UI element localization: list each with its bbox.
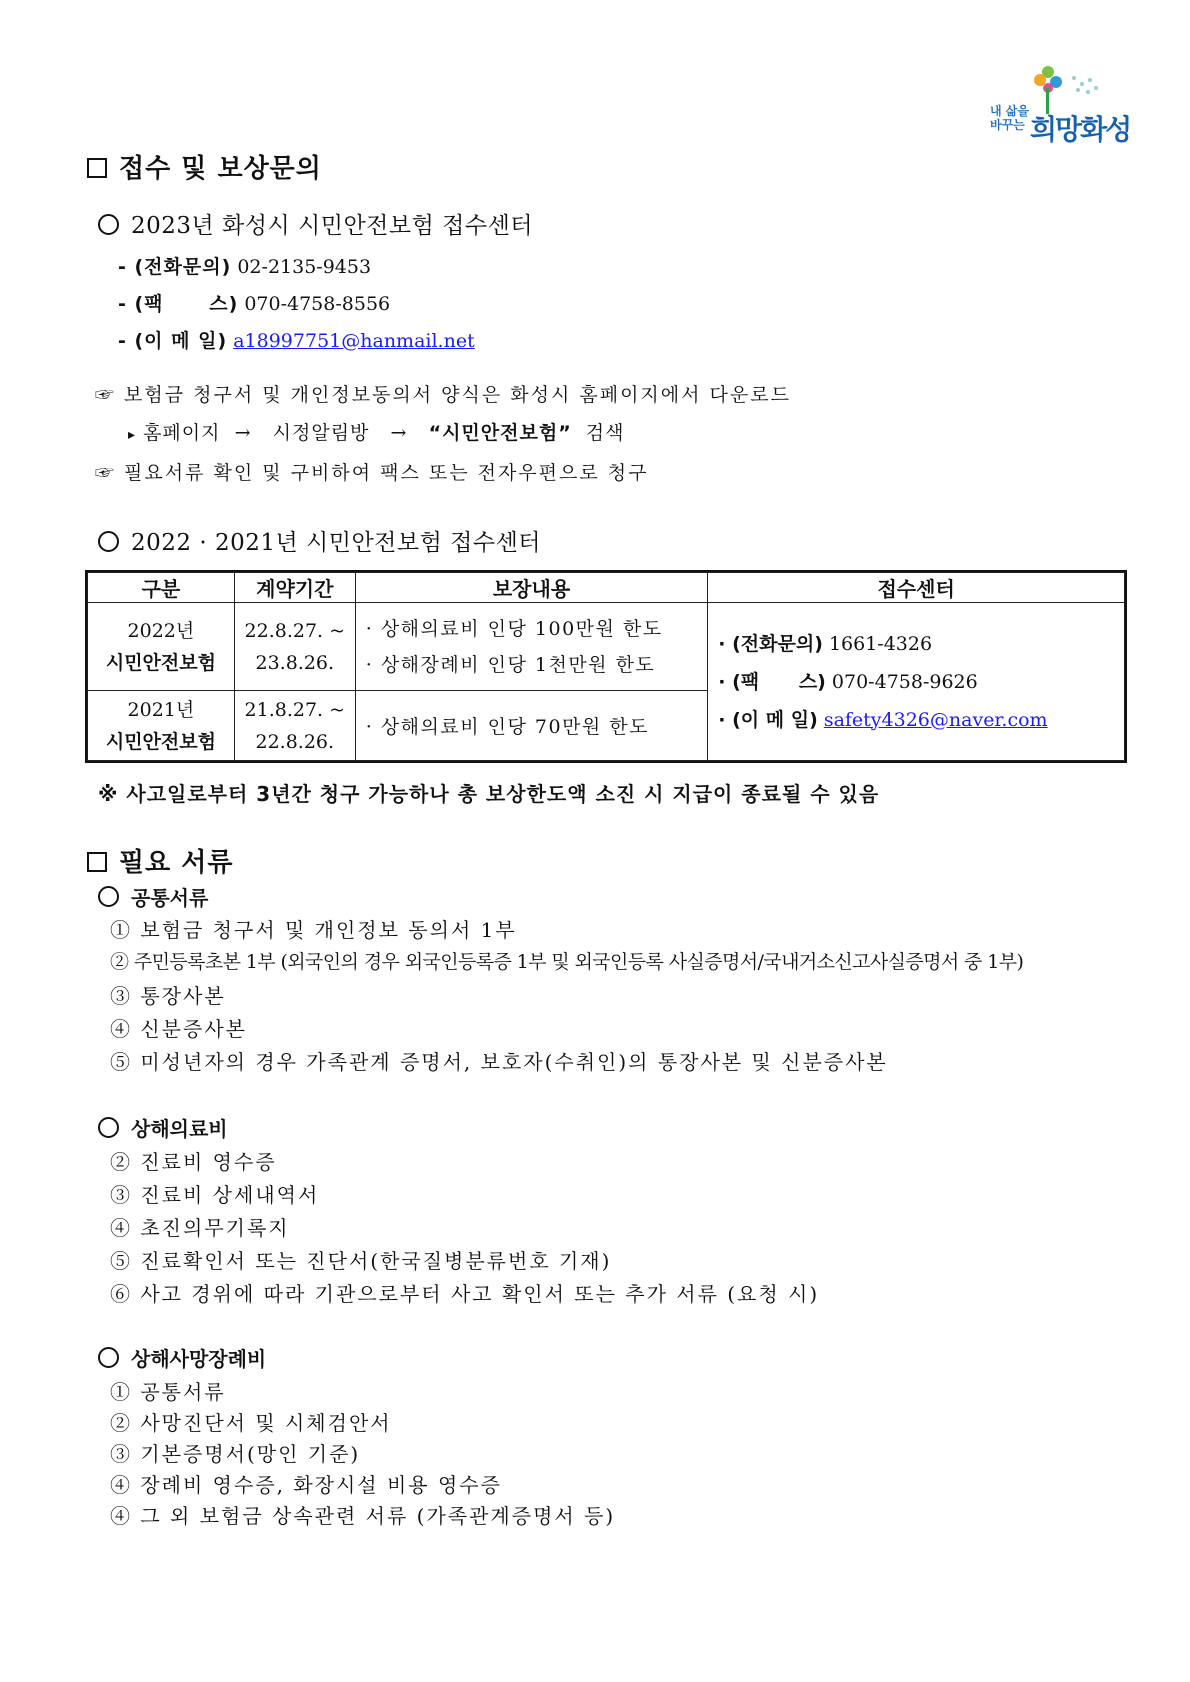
list-item: ③ 기본증명서(망인 기준) xyxy=(110,1442,361,1466)
subsection-title-2023-text: 2023년 화성시 시민안전보험 접수센터 xyxy=(131,213,534,239)
center-fax-value: 070-4758-9626 xyxy=(831,670,978,693)
row1-period-start: 22.8.27. ~ xyxy=(244,619,346,642)
center-fax-label: · (팩 스) xyxy=(718,670,826,693)
table-cell-period xyxy=(234,603,355,691)
list-item: ② 주민등록초본 1부 (외국인의 경우 외국인등록증 1부 및 외국인등록 사실증명서/국내거소신고사실증명서 중 1부) xyxy=(110,951,1024,973)
circle-bullet-icon xyxy=(98,214,119,235)
section-title-contact xyxy=(87,148,322,185)
circle-bullet-icon xyxy=(98,886,119,907)
row2-name-title: 시민안전보험 xyxy=(105,730,216,753)
checkbox-square-icon xyxy=(87,852,107,872)
section-title-documents xyxy=(87,842,234,879)
contact-email-2023 xyxy=(118,326,475,353)
circle-bullet-icon xyxy=(98,1347,119,1368)
row1-name-year: 2022년 xyxy=(127,619,195,642)
path-sep-2: → xyxy=(390,422,408,444)
path-board: 시정알림방 xyxy=(272,422,370,444)
circle-bullet-icon xyxy=(98,531,119,552)
row1-name-title: 시민안전보험 xyxy=(105,651,216,674)
contact-phone-2023 xyxy=(118,252,371,279)
circle-bullet-icon xyxy=(98,1117,119,1138)
table-header-coverage: 보장내용 xyxy=(355,573,708,603)
row1-period-end: 23.8.26. xyxy=(255,651,335,674)
row2-coverage-medical: · 상해의료비 인당 70만원 한도 xyxy=(365,716,650,738)
notice-claim: ☞ 필요서류 확인 및 구비하여 팩스 또는 전자우편으로 청구 xyxy=(95,462,649,484)
contact-fax-2023 xyxy=(118,289,390,316)
list-item: ② 사망진단서 및 시체검안서 xyxy=(110,1411,392,1435)
logo-small-line-2: 바꾸는 xyxy=(990,118,1025,132)
path-keyword: “시민안전보험” xyxy=(428,422,572,444)
list-item: ⑤ 미성년자의 경우 가족관계 증명서, 보호자(수취인)의 통장사본 및 신분증사본 xyxy=(110,1050,888,1074)
list-item: ④ 장례비 영수증, 화장시설 비용 영수증 xyxy=(110,1473,502,1497)
table-row xyxy=(88,603,1125,691)
contact-phone-value: 02-2135-9453 xyxy=(237,256,372,278)
table-header-center: 접수센터 xyxy=(708,573,1125,603)
subsection-common xyxy=(98,882,208,911)
insurance-table xyxy=(87,572,1125,761)
homepage-path xyxy=(128,418,625,445)
subsection-funeral xyxy=(98,1343,266,1372)
path-search: 검색 xyxy=(585,422,625,444)
table-cell-coverage xyxy=(355,603,708,691)
checkbox-square-icon xyxy=(87,158,107,178)
list-item: ③ 진료비 상세내역서 xyxy=(110,1183,320,1207)
center-email-link[interactable]: safety4326@naver.com xyxy=(823,708,1048,731)
center-email xyxy=(718,701,1124,739)
table-cell-center xyxy=(708,603,1125,761)
subsection-title-2022 xyxy=(98,524,541,557)
row2-period-end: 22.8.26. xyxy=(255,730,335,753)
table-header-row xyxy=(88,573,1125,603)
center-email-label: · (이 메 일) xyxy=(718,708,818,731)
list-item: ⑤ 진료확인서 또는 진단서(한국질병분류번호 기재) xyxy=(110,1249,612,1273)
table-header-period: 계약기간 xyxy=(234,573,355,603)
table-header-category: 구분 xyxy=(88,573,235,603)
section-title-contact-text: 접수 및 보상문의 xyxy=(119,154,322,184)
center-phone-label: · (전화문의) xyxy=(718,632,823,655)
center-fax xyxy=(718,663,1124,701)
table-cell-name xyxy=(88,691,235,761)
subsection-medical-text: 상해의료비 xyxy=(131,1117,228,1141)
row2-period-start: 21.8.27. ~ xyxy=(244,698,346,721)
contact-fax-value: 070-4758-8556 xyxy=(244,293,391,315)
table-cell-name xyxy=(88,603,235,691)
logo-small-text xyxy=(990,104,1029,132)
subsection-title-2023 xyxy=(98,207,533,240)
logo-main-text: 희망화성 xyxy=(1030,113,1131,146)
list-item: ③ 통장사본 xyxy=(110,984,226,1008)
contact-email-label: - (이 메 일) xyxy=(118,330,228,352)
subsection-funeral-text: 상해사망장례비 xyxy=(131,1347,267,1371)
subsection-medical xyxy=(98,1113,228,1142)
claim-warning: ※ 사고일로부터 3년간 청구 가능하나 총 보상한도액 소진 시 지급이 종료될 수 있음 xyxy=(98,782,880,806)
notice-download: ☞ 보험금 청구서 및 개인정보동의서 양식은 화성시 홈페이지에서 다운로드 xyxy=(95,384,791,406)
row2-name-year: 2021년 xyxy=(127,698,195,721)
logo xyxy=(990,58,1131,154)
row1-coverage-medical: · 상해의료비 인당 100만원 한도 xyxy=(365,617,663,640)
list-item: ⑥ 사고 경위에 따라 기관으로부터 사고 확인서 또는 추가 서류 (요청 시) xyxy=(110,1282,820,1306)
subsection-common-text: 공통서류 xyxy=(131,886,209,910)
section-title-documents-text: 필요 서류 xyxy=(119,848,234,878)
contact-fax-label: - (팩 스) xyxy=(118,293,239,315)
path-home: 홈페이지 xyxy=(143,422,221,444)
path-sep-1: → xyxy=(234,422,252,444)
list-item: ④ 그 외 보험금 상속관련 서류 (가족관계증명서 등) xyxy=(110,1504,616,1528)
list-item: ④ 초진의무기록지 xyxy=(110,1216,290,1240)
logo-small-line-1: 내 삶을 xyxy=(990,104,1029,118)
contact-phone-label: - (전화문의) xyxy=(118,256,232,278)
table-cell-coverage xyxy=(355,691,708,761)
list-item: ① 공통서류 xyxy=(110,1380,226,1404)
path-arrow-icon: ▸ xyxy=(128,427,137,443)
table-cell-period xyxy=(234,691,355,761)
subsection-title-2022-text: 2022 · 2021년 시민안전보험 접수센터 xyxy=(131,530,542,556)
contact-email-link[interactable]: a18997751@hanmail.net xyxy=(233,330,475,352)
list-item: ① 보험금 청구서 및 개인정보 동의서 1부 xyxy=(110,918,517,942)
center-phone-value: 1661-4326 xyxy=(828,632,933,655)
center-phone xyxy=(718,625,1124,663)
list-item: ④ 신분증사본 xyxy=(110,1017,247,1041)
row1-coverage-funeral: · 상해장례비 인당 1천만원 한도 xyxy=(365,653,656,676)
list-item: ② 진료비 영수증 xyxy=(110,1150,277,1174)
